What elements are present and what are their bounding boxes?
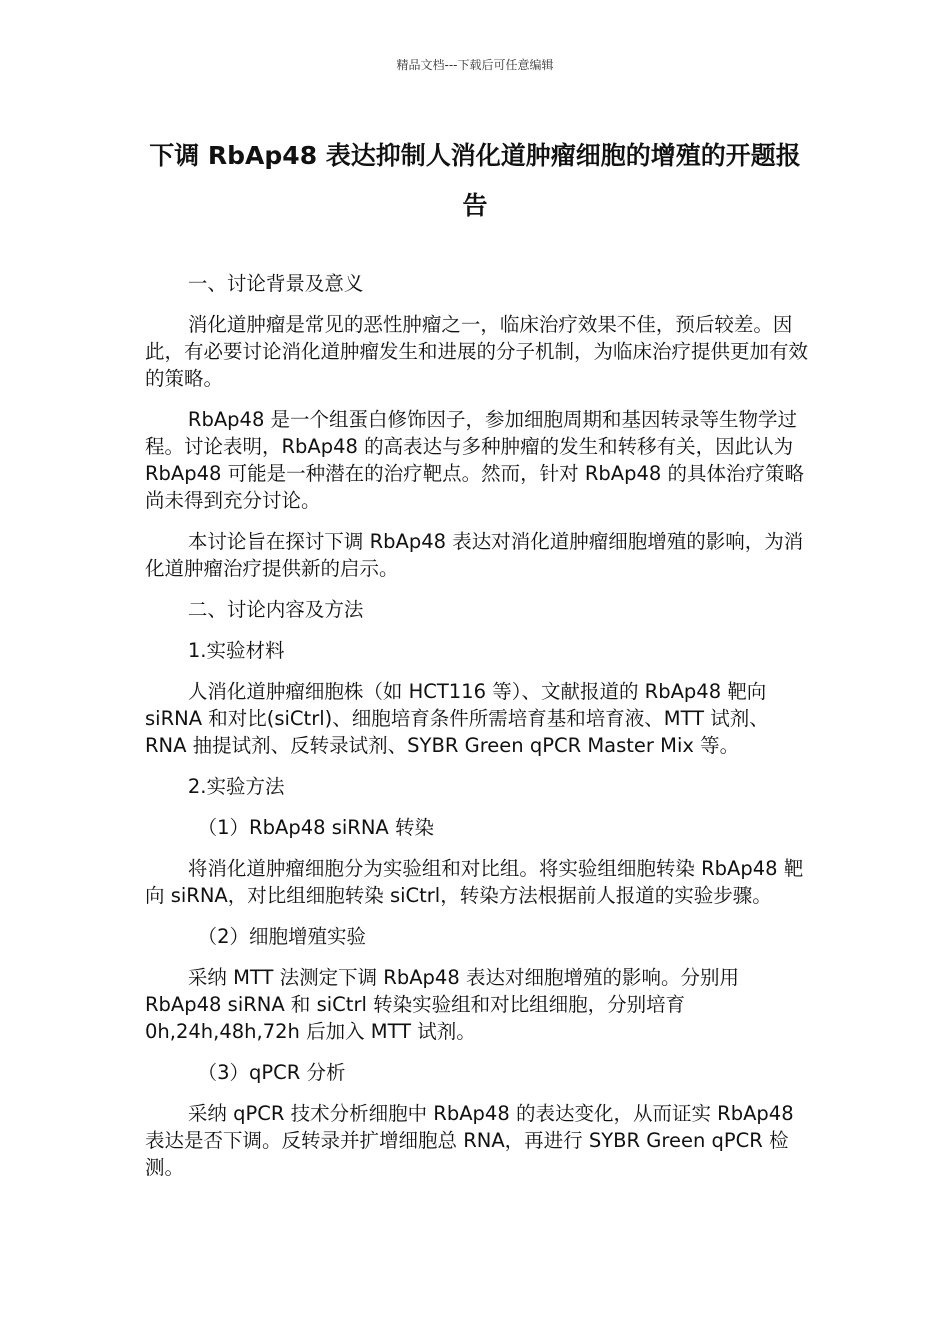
- subheading-methods: 2.实验方法: [187, 775, 285, 798]
- subheading-transfection: （1）RbAp48 siRNA 转染: [197, 816, 434, 839]
- paragraph-background-3: 本讨论旨在探讨下调 RbAp48 表达对消化道肿瘤细胞增殖的影响，为消化道肿瘤治疗提供新的启示。: [145, 530, 804, 580]
- paragraph-qpcr: 采纳 qPCR 技术分析细胞中 RbAp48 的表达变化，从而证实 RbAp48 表达是否下调。反转录并扩增细胞总 RNA，再进行 SYBR Green qPCR 检测。: [145, 1102, 794, 1179]
- section-heading-methods: 二、讨论内容及方法: [187, 598, 364, 621]
- section-heading-background: 一、讨论背景及意义: [187, 272, 364, 295]
- subheading-qpcr: （3）qPCR 分析: [197, 1061, 346, 1084]
- paragraph-background-2: RbAp48 是一个组蛋白修饰因子，参加细胞周期和基因转录等生物学过程。讨论表明，RbAp48 的高表达与多种肿瘤的发生和转移有关，因此认为 RbAp48 可能是一种潜在的治疗靶点。然而，针对 RbAp48 的具体治疗策略尚未得到充分讨论。: [145, 408, 805, 512]
- paragraph-background-1: 消化道肿瘤是常见的恶性肿瘤之一，临床治疗效果不佳，预后较差。因此，有必要讨论消化道肿瘤发生和进展的分子机制，为临床治疗提供更加有效的策略。: [145, 313, 809, 390]
- paragraph-proliferation: 采纳 MTT 法测定下调 RbAp48 表达对细胞增殖的影响。分别用 RbAp48 siRNA 和 siCtrl 转染实验组和对比组细胞，分别培育 0h,24h,48h,72h 后加入 MTT 试剂。: [145, 966, 739, 1043]
- subheading-proliferation: （2）细胞增殖实验: [197, 925, 367, 948]
- paragraph-materials: 人消化道肿瘤细胞株（如 HCT116 等）、文献报道的 RbAp48 靶向 siRNA 和对比(siCtrl)、细胞培育条件所需培育基和培育液、MTT 试剂、RNA 抽提试剂、反转录试剂、SYBR Green qPCR Master Mix 等。: [145, 680, 769, 757]
- subheading-materials: 1.实验材料: [187, 639, 285, 662]
- header-note: 精品文档---下载后可任意编辑: [396, 58, 554, 72]
- paragraph-transfection: 将消化道肿瘤细胞分为实验组和对比组。将实验组细胞转染 RbAp48 靶向 siRNA，对比组细胞转染 siCtrl，转染方法根据前人报道的实验步骤。: [145, 857, 804, 907]
- document-body: [145, 270, 810, 1195]
- document-title: 下调 RbAp48 表达抑制人消化道肿瘤细胞的增殖的开题报告: [149, 141, 801, 220]
